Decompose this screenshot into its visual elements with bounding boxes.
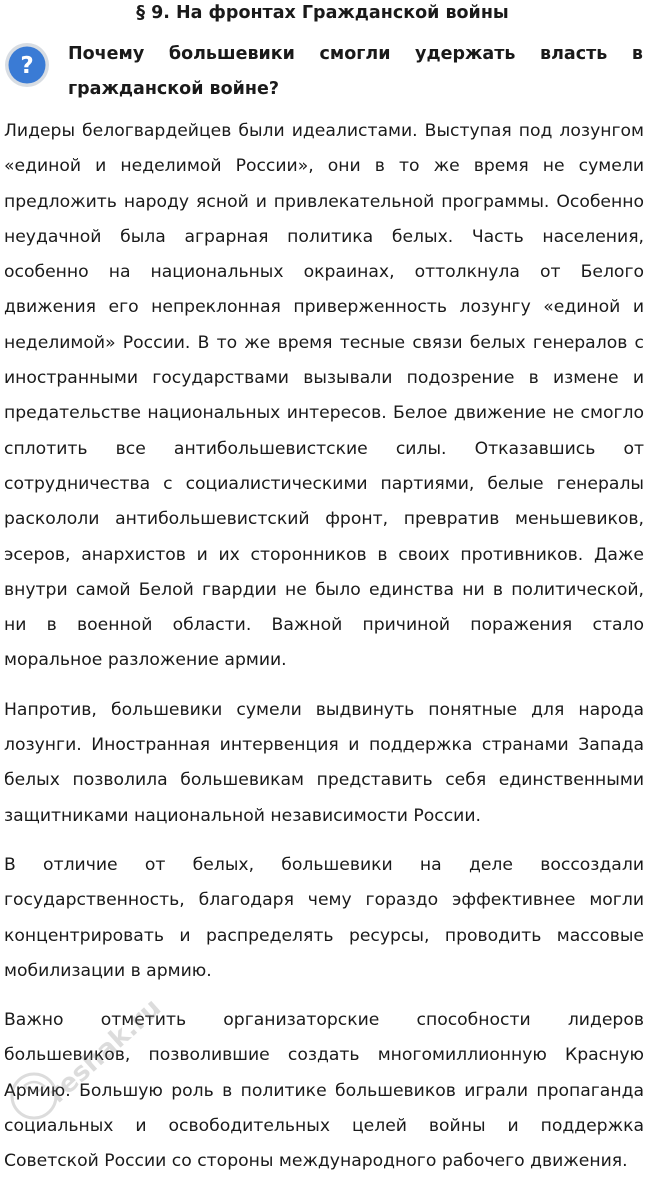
body-text — [4, 114, 644, 1194]
paragraph: Лидеры белогвардейцев были идеалистами. Выступая под лозунгом «единой и неделимой России», они в то же время не сумели предложить народу ясной и привлекательной программы. Особенно неудачной была аграрная политика белых. Часть населения, особенно на национальных окраинах, оттолкнула от Белого движения его непреклонная приверженность лозунгу «единой и неделимой» России. В то же время тесные связи белых генералов с иностранными государствами вызывали подозрение в измене и предательстве национальных интересов. Белое движение не смогло сплотить все антибольшевистские силы. Отказавшись от сотрудничества с социалистическими партиями, белые генералы раскололи антибольшевистский фронт, превратив меньшевиков, эсеров, анархистов и их сторонников в своих противников. Даже внутри самой Белой гвардии не было единства ни в политической, ни в военной области. Важной причиной поражения стало моральное разложение армии. — [4, 121, 644, 671]
svg-text:reshak.ru: reshak.ru — [42, 992, 168, 1110]
paragraph: Важно отметить организаторские способности лидеров большевиков, позволившие создать многомиллионную Красную Армию. Большую роль в политике большевиков играли пропаганда социальных и освободительных целей войны и поддержка Советской России со стороны международного рабочего движения. — [4, 1010, 644, 1172]
section-title: § 9. На фронтах Гражданской войны — [136, 3, 509, 23]
question-text: Почему большевики смогли удержать власть в гражданской войне? — [68, 44, 643, 99]
question-mark-icon — [4, 42, 50, 88]
paragraph: В отличие от белых, большевики на деле воссоздали государственность, благодаря чему гораздо эффективнее могли концентрировать и распределять ресурсы, проводить массовые мобилизации в армию. — [4, 854, 644, 981]
paragraph: Напротив, большевики сумели выдвинуть понятные для народа лозунги. Иностранная интервенция и поддержка странами Запада белых позволила большевикам представить себя единственными защитниками национальной независимости России. — [4, 699, 644, 826]
svg-text:?: ? — [20, 53, 34, 79]
